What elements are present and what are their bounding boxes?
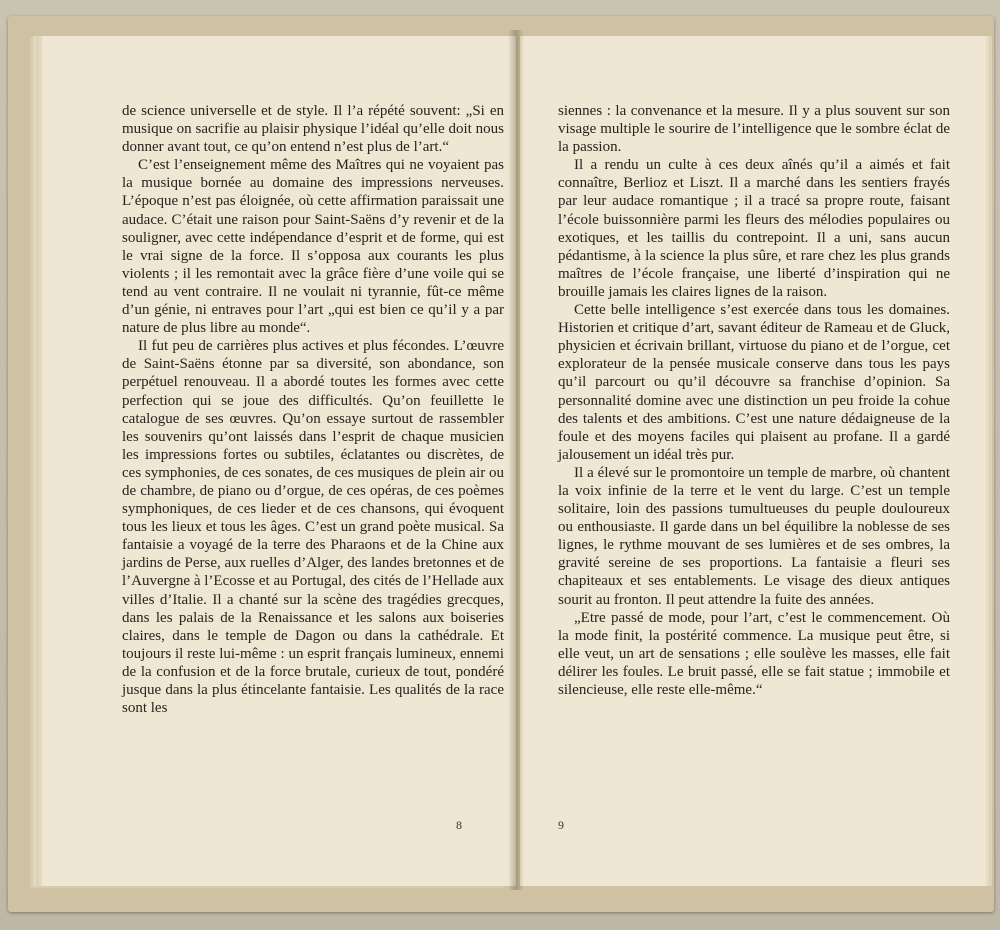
paragraph: Il a élevé sur le promontoire un temple de marbre, où chantent la voix infinie de la terre et le vent du large. C’est un temple solitaire, loin des passions tumultueuses du peuple douloureux ou enthousiaste. Il garde dans un bel équilibre la noblesse de ses lignes, le rythme mouvant de ses lumières et de ses ombres, la gravité sereine de ses proportions. La fantaisie a fleuri ses chapiteaux et ses entablements. Le visage des dieux antiques sourit au fronton. Il peut attendre la fuite des années. [558, 464, 950, 608]
right-page [520, 36, 986, 886]
paragraph: „Etre passé de mode, pour l’art, c’est le commencement. Où la mode finit, la postérité commence. La musique peut être, si elle veut, un art de sensations ; elle soulève les masses, elle fait délirer les foules. Le bruit passé, elle se fait statue ; immobile et silencieuse, elle reste elle-même.“ [558, 609, 950, 698]
left-page-text [122, 102, 504, 717]
paragraph: C’est l’enseignement même des Maîtres qui ne voyaient pas la musique bornée au domaine des impressions nerveuses. L’époque n’est pas éloignée, où cette affirmation paraissait une audace. C’était une raison pour Saint-Saëns d’y revenir et de la souligner, avec cette indépendance d’esprit et de forme, qui est le vrai signe de la force. Il s’opposa aux courants les plus violents ; il les remontait avec la grâce fière d’une voile qui se tend au vent contraire. Il ne voulait ni tyrannie, fût-ce même d’un génie, ni entraves pour l’art „qui est bien ce qu’il y a par nature de plus libre au monde“. [122, 157, 504, 337]
page-number: 9 [558, 818, 564, 832]
paragraph: siennes : la convenance et la mesure. Il y a plus souvent sur son visage multiple le sourire de l’intelligence que le sombre éclat de la passion. [558, 103, 950, 156]
book-gutter [508, 30, 524, 890]
page-number: 8 [456, 818, 462, 832]
paragraph: Cette belle intelligence s’est exercée dans tous les domaines. Historien et critique d’art, savant éditeur de Rameau et de Gluck, physicien et écrivain brillant, virtuose du piano et de l’orgue, cet explorateur de la pensée musicale conserve dans tous les pays qu’il parcourt ou qu’il découvre sa franchise d’opinion. Sa personnalité domine avec une distinction un peu froide la cohue des talents et des ambitions. C’est une nature dédaigneuse de la foule et des moyens faciles qui plaisent au profane. Il a gardé jalousement un idéal très pur. [558, 302, 950, 463]
left-page [42, 36, 516, 886]
paragraph: Il fut peu de carrières plus actives et plus fécondes. L’œuvre de Saint-Saëns étonne par sa diversité, son abondance, son perpétuel renouveau. Il a abordé toutes les formes avec cette perfection qui se joue des difficultés. Qu’on feuillette le catalogue de ses œuvres. Qu’on essaye surtout de rassembler les souvenirs qu’ont laissés dans l’esprit de chaque musicien les impressions fortes ou subtiles, éclatantes ou discrètes, de ces symphonies, de ces sonates, de ces musiques de plein air ou de chambre, de piano ou d’orgue, de ces opéras, de ces poèmes symphoniques, de ces lieder et de ces chansons, qui évoquent tous les lieux et tous les âges. C’est un grand poète musical. Sa fantaisie a voyagé de la terre des Pharaons et de la Chine aux jardins de Perse, aux ruelles d’Alger, des landes bretonnes et de l’Auvergne à l’Ecosse et au Portugal, des cités de l’Hellade aux villes d’Italie. Il a chanté sur la scène des tragédies grecques, dans les palais de la Renaissance et les salons aux boiseries claires, dans le temple de Dagon ou dans la cathédrale. Et toujours il reste lui-même : un esprit français lumineux, ennemi de la confusion et de la force brutale, curieux de tout, pondéré jusque dans la plus étincelante fantaisie. Les qualités de la race sont les [122, 338, 504, 717]
paragraph: Il a rendu un culte à ces deux aînés qu’il a aimés et fait connaître, Berlioz et Liszt. Il a marché dans les sentiers frayés par leur audace romantique ; il a tracé sa propre route, faisant l’école buissonnière parmi les fleurs des mélodies populaires ou exotiques, et les taillis du contrepoint. Il a uni, sans aucun pédantisme, à la science la plus sûre, et rare chez les plus grands maîtres de l’école française, une liberté d’inspiration qui ne brouille jamais les claires lignes de la raison. [558, 157, 950, 300]
paragraph: de science universelle et de style. Il l’a répété souvent: „Si en musique on sacrifie au plaisir physique l’idéal qu’elle doit nous donner avant tout, ce qu’on entend n’est plus de l’art.“ [122, 103, 504, 156]
right-page-text [558, 102, 950, 699]
